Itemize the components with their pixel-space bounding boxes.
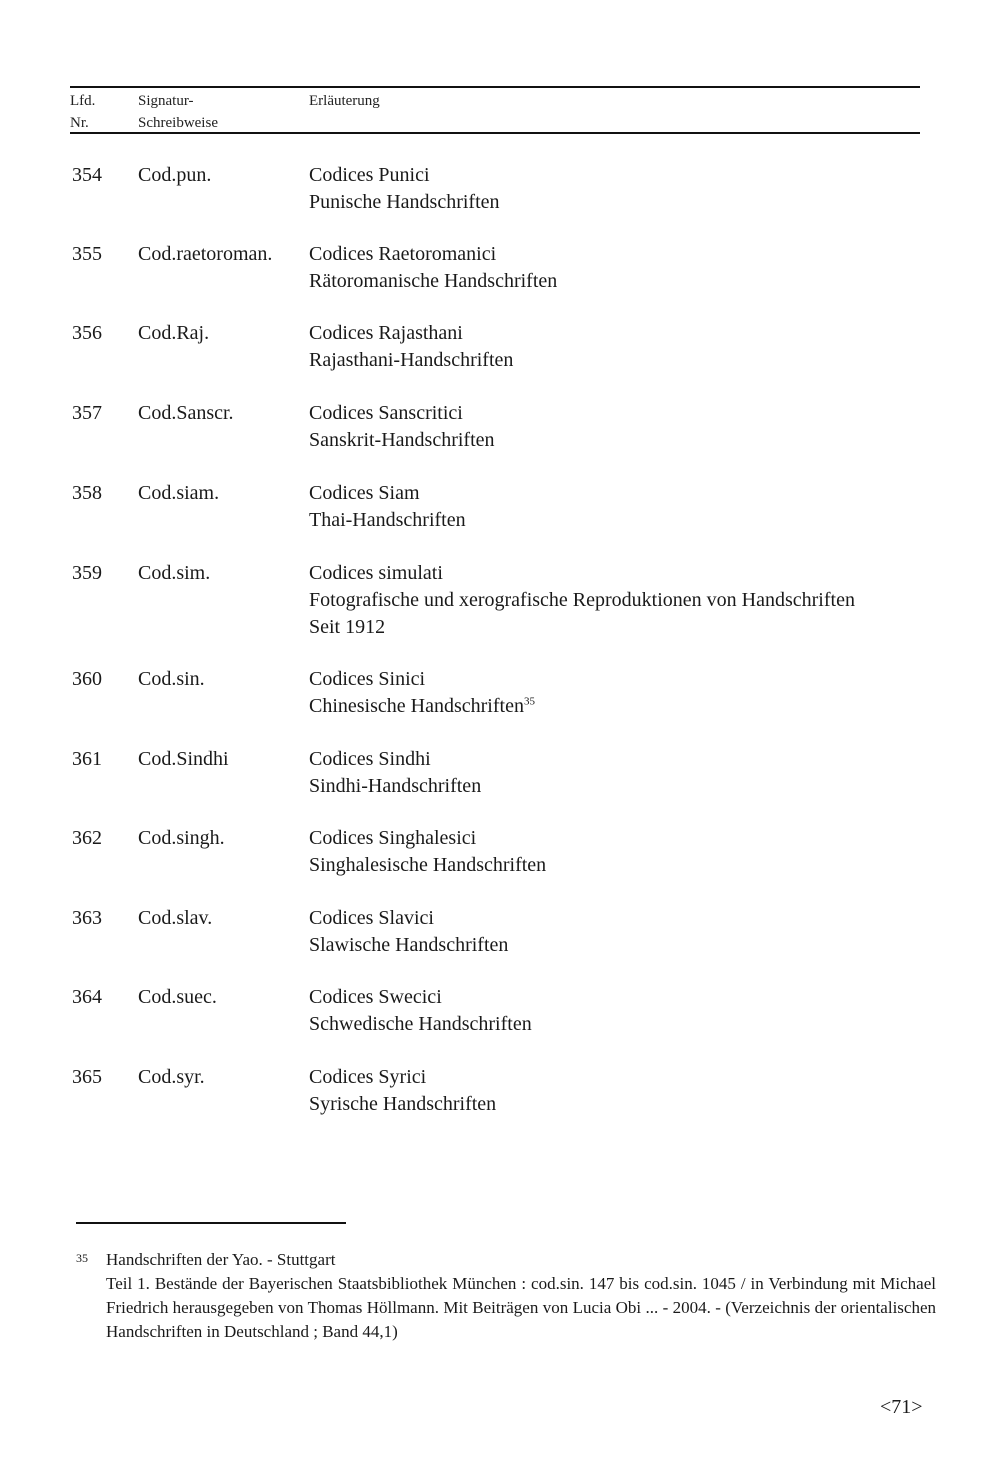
- row-signature: Cod.singh.: [138, 827, 225, 849]
- row-number: 358: [72, 482, 102, 504]
- row-description: [309, 1064, 949, 1118]
- row-number: 364: [72, 986, 102, 1008]
- footnote-lead: Handschriften der Yao. - Stuttgart: [106, 1250, 336, 1269]
- description-line: Codices Singhalesici: [309, 827, 477, 849]
- footnote-marker: 35: [76, 1251, 88, 1265]
- header-col-lfd-nr: [70, 90, 95, 134]
- header-col2-line2: Schreibweise: [138, 115, 218, 131]
- description-line: Syrische Handschriften: [309, 1093, 497, 1115]
- row-description: [309, 984, 949, 1038]
- row-number: 361: [72, 748, 102, 770]
- footnote-reference[interactable]: 35: [523, 695, 535, 708]
- row-number: 359: [72, 562, 102, 584]
- row-signature: Cod.slav.: [138, 907, 213, 929]
- description-line: Codices Rajasthani: [309, 322, 463, 344]
- description-line: Singhalesische Handschriften: [309, 854, 547, 876]
- footnote-body: Teil 1. Bestände der Bayerischen Staatsbibliothek München : cod.sin. 147 bis cod.sin. 1045 / in Verbindung mit Michael Friedrich herausgegeben von Thomas Höllmann. Mit Beiträgen von Lucia Obi ... - 2004. - (Verzeichnis der orientalischen Handschriften in Deutschland ; Band 44,1): [106, 1274, 936, 1341]
- row-number: 363: [72, 907, 102, 929]
- description-line: Codices Swecici: [309, 986, 442, 1008]
- description-line: Rajasthani-Handschriften: [309, 349, 514, 371]
- description-line: Seit 1912: [309, 616, 386, 638]
- footnote-separator: [76, 1222, 346, 1224]
- description-line: Fotografische und xerografische Reproduktionen von Handschriften: [309, 589, 855, 611]
- header-col1-line1: Lfd.: [70, 93, 96, 109]
- row-signature: Cod.Sanscr.: [138, 402, 234, 424]
- description-line: Rätoromanische Handschriften: [309, 270, 558, 292]
- row-signature: Cod.Sindhi: [138, 748, 229, 770]
- row-signature: Cod.Raj.: [138, 322, 210, 344]
- row-number: 360: [72, 668, 102, 690]
- page-number: <71>: [880, 1396, 923, 1418]
- row-signature: Cod.sim.: [138, 562, 211, 584]
- footnote: [76, 1248, 936, 1344]
- description-line: Sindhi-Handschriften: [309, 775, 482, 797]
- row-signature: Cod.siam.: [138, 482, 220, 504]
- description-line: Codices Sinici: [309, 668, 426, 690]
- row-signature: Cod.pun.: [138, 164, 212, 186]
- row-signature: Cod.suec.: [138, 986, 217, 1008]
- row-description: [309, 162, 949, 216]
- row-number: 365: [72, 1066, 102, 1088]
- row-description: [309, 320, 949, 374]
- description-line: [309, 693, 949, 720]
- description-line: Codices simulati: [309, 562, 443, 584]
- description-line: Codices Sindhi: [309, 748, 431, 770]
- description-line: Thai-Handschriften: [309, 509, 466, 531]
- row-number: 356: [72, 322, 102, 344]
- row-signature: Cod.sin.: [138, 668, 205, 690]
- header-col2-line1: Signatur-: [138, 93, 194, 109]
- row-number: 357: [72, 402, 102, 424]
- description-line: Schwedische Handschriften: [309, 1013, 532, 1035]
- description-line: Codices Sanscritici: [309, 402, 463, 424]
- header-top-rule: [70, 86, 920, 88]
- description-line: Codices Syrici: [309, 1066, 427, 1088]
- description-line: Sanskrit-Handschriften: [309, 429, 495, 451]
- row-description: [309, 905, 949, 959]
- header-col1-line2: Nr.: [70, 115, 89, 131]
- row-description: [309, 400, 949, 454]
- description-line: Punische Handschriften: [309, 191, 500, 213]
- description-line: Codices Siam: [309, 482, 420, 504]
- header-col-erlaeuterung: Erläuterung: [309, 93, 380, 109]
- row-number: 362: [72, 827, 102, 849]
- row-description: [309, 480, 949, 534]
- row-description: [309, 666, 949, 720]
- description-line: Slawische Handschriften: [309, 934, 509, 956]
- row-description: [309, 241, 949, 295]
- description-line-text: Chinesische Handschriften: [309, 695, 524, 717]
- description-line: Codices Raetoromanici: [309, 243, 497, 265]
- row-number: 354: [72, 164, 102, 186]
- row-signature: Cod.raetoroman.: [138, 243, 273, 265]
- row-signature: Cod.syr.: [138, 1066, 205, 1088]
- row-description: [309, 825, 949, 879]
- header-col-signatur: [138, 90, 218, 134]
- description-line: Codices Slavici: [309, 907, 434, 929]
- row-description: [309, 746, 949, 800]
- row-description: [309, 560, 949, 641]
- row-number: 355: [72, 243, 102, 265]
- description-line: Codices Punici: [309, 164, 430, 186]
